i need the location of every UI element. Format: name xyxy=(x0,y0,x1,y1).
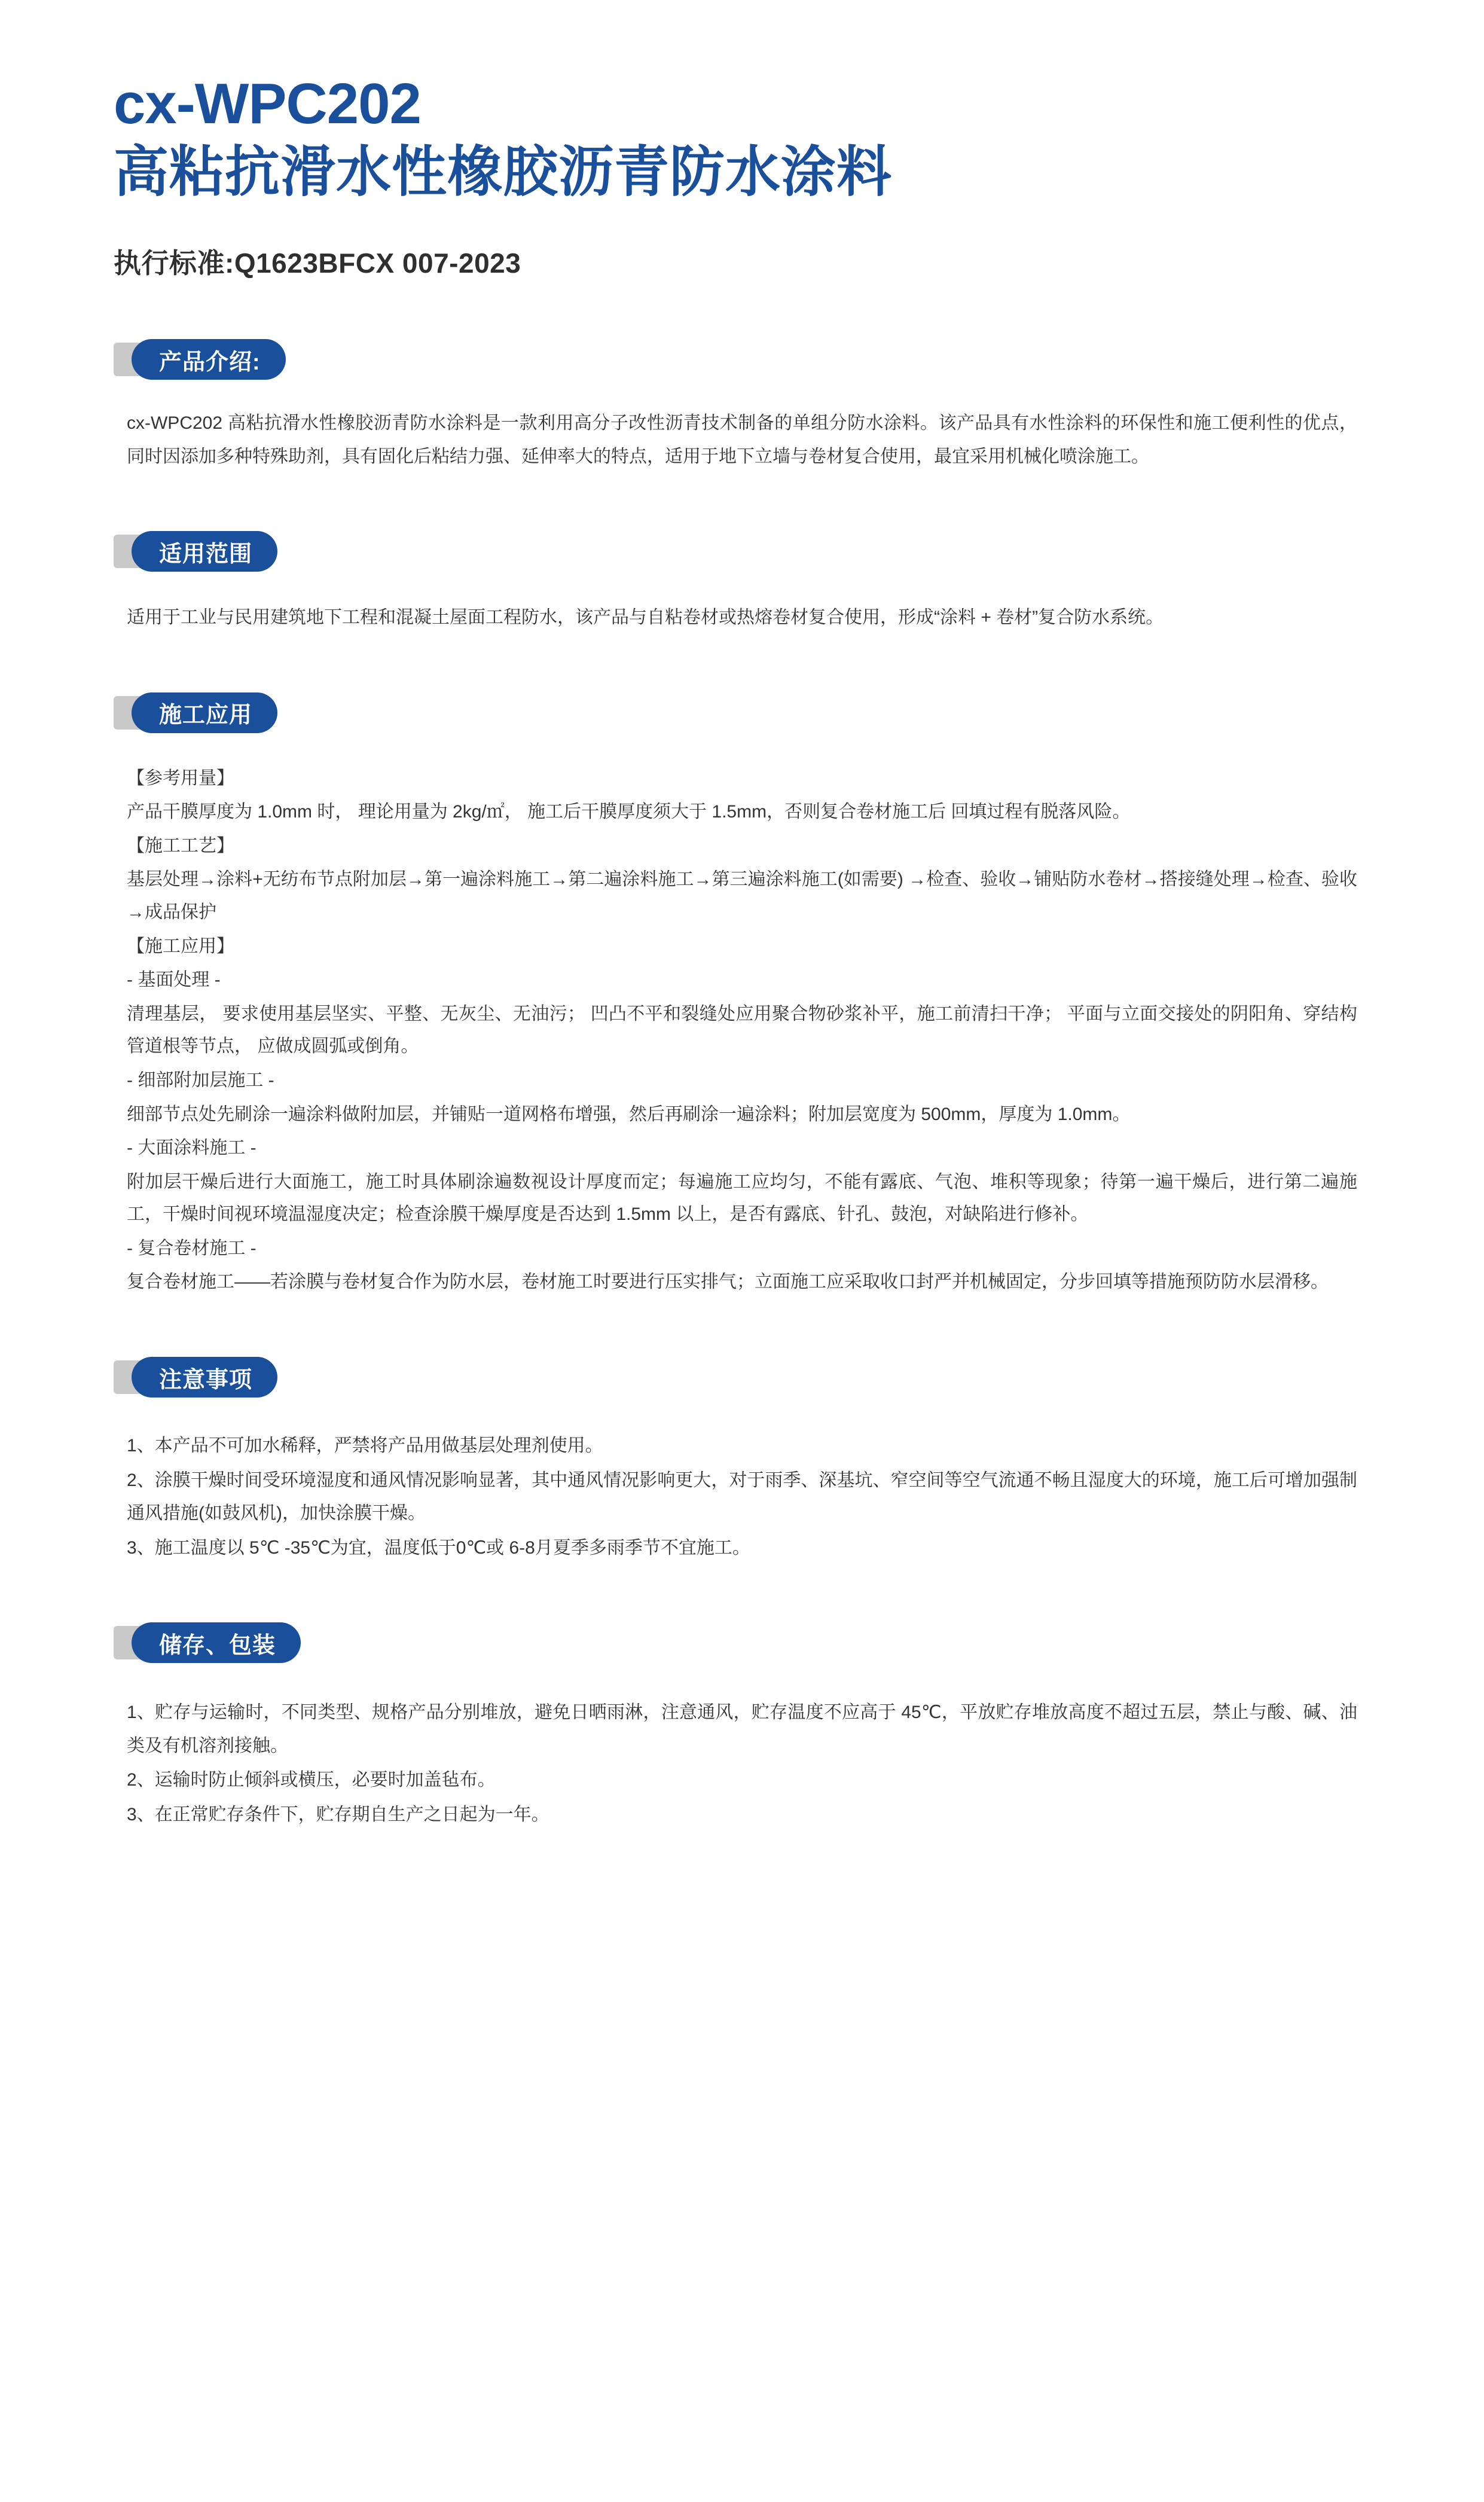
section-body-product-intro xyxy=(114,407,1370,473)
section-body-construction xyxy=(114,762,1370,1299)
list-item: 1、贮存与运输时，不同类型、规格产品分别堆放，避免日晒雨淋，注意通风，贮存温度不应高于 45℃，平放贮存堆放高度不超过五层，禁止与酸、碱、油类及有机溶剂接触。 xyxy=(127,1702,1357,1756)
paragraph: 适用于工业与民用建筑地下工程和混凝土屋面工程防水，该产品与自粘卷材或热熔卷材复合使用，形成“涂料 + 卷材”复合防水系统。 xyxy=(127,608,1164,628)
subsection-label: 【施工工艺】 xyxy=(127,835,234,856)
subsection-label: - 复合卷材施工 - xyxy=(127,1238,257,1258)
paragraph: 细部节点处先刷涂一遍涂料做附加层，并铺贴一道网格布增强，然后再刷涂一遍涂料；附加层宽度为 500mm，厚度为 1.0mm。 xyxy=(127,1104,1131,1124)
heading-pill xyxy=(132,1357,277,1398)
section-title-text: 储存、包装 xyxy=(159,1633,276,1658)
section-title-text: 注意事项 xyxy=(159,1367,253,1393)
paragraph: 产品干膜厚度为 1.0mm 时， 理论用量为 2kg/㎡， 施工后干膜厚度须大于 1.5mm，否则复合卷材施工后 回填过程有脱落风险。 xyxy=(127,802,1131,822)
page-title: 高粘抗滑水性橡胶沥青防水涂料 xyxy=(114,141,893,203)
section-title-text: 适用范围 xyxy=(159,541,253,567)
section-title-text: 施工应用 xyxy=(159,703,253,728)
list-item: 2、运输时防止倾斜或横压，必要时加盖毡布。 xyxy=(127,1770,496,1790)
section-body-notice xyxy=(114,1429,1370,1564)
list-item: 1、本产品不可加水稀释，严禁将产品用做基层处理剂使用。 xyxy=(127,1436,603,1456)
subsection-label: - 基面处理 - xyxy=(127,970,221,990)
subsection-label: - 细部附加层施工 - xyxy=(127,1070,274,1090)
section-title-text: 产品介绍: xyxy=(159,349,261,375)
list-item: 2、涂膜干燥时间受环境湿度和通风情况影响显著，其中通风情况影响更大，对于雨季、深基坑、窄空间等空气流通不畅且湿度大的环境，施工后可增加强制通风措施(如鼓风机)，加快涂膜干燥。 xyxy=(127,1470,1357,1524)
subsection-label: - 大面涂料施工 - xyxy=(127,1138,257,1158)
subsection-label: 【参考用量】 xyxy=(127,768,234,788)
section-body-storage xyxy=(114,1696,1370,1831)
section-product-intro xyxy=(114,338,1370,473)
execution-standard: 执行标准:Q1623BFCX 007-2023 xyxy=(114,248,521,279)
list-item: 3、在正常贮存条件下，贮存期自生产之日起为一年。 xyxy=(127,1804,549,1824)
section-heading-notice xyxy=(114,1356,1370,1398)
subsection-label: 【施工应用】 xyxy=(127,936,234,956)
heading-pill xyxy=(132,692,277,733)
paragraph: 复合卷材施工——若涂膜与卷材复合作为防水层，卷材施工时要进行压实排气；立面施工应采取收口封严并机械固定，分步回填等措施预防防水层滑移。 xyxy=(127,1272,1329,1292)
product-code: cx-WPC202 xyxy=(114,72,421,136)
section-heading-scope xyxy=(114,530,1370,572)
section-notice xyxy=(114,1356,1370,1564)
section-scope xyxy=(114,530,1370,634)
section-heading-construction xyxy=(114,692,1370,734)
heading-pill xyxy=(132,339,286,380)
paragraph: cx-WPC202 高粘抗滑水性橡胶沥青防水涂料是一款利用高分子改性沥青技术制备的单组分防水涂料。该产品具有水性涂料的环保性和施工便利性的优点，同时因添加多种特殊助剂，具有固化后粘结力强、延伸率大的特点，适用于地下立墙与卷材复合使用，最宜采用机械化喷涂施工。 xyxy=(127,413,1357,466)
heading-pill xyxy=(132,531,277,572)
paragraph: 基层处理→涂料+无纺布节点附加层→第一遍涂料施工→第二遍涂料施工→第三遍涂料施工(如需要) →检查、验收→铺贴防水卷材→搭接缝处理→检查、验收→成品保护 xyxy=(127,869,1357,922)
paragraph: 清理基层， 要求使用基层坚实、平整、无灰尘、无油污； 凹凸不平和裂缝处应用聚合物砂浆补平，施工前清扫干净； 平面与立面交接处的阴阳角、穿结构管道根等节点， 应做成圆弧或倒角。 xyxy=(127,1003,1357,1057)
section-heading-product-intro xyxy=(114,338,1370,380)
paragraph: 附加层干燥后进行大面施工，施工时具体刷涂遍数视设计厚度而定；每遍施工应均匀，不能有露底、气泡、堆积等现象；待第一遍干燥后，进行第二遍施工，干燥时间视环境温湿度决定；检查涂膜干燥厚度是否达到 1.5mm 以上，是否有露底、针孔、鼓泡，对缺陷进行修补。 xyxy=(127,1171,1357,1225)
section-construction xyxy=(114,692,1370,1299)
heading-pill xyxy=(132,1622,301,1663)
section-storage-packaging xyxy=(114,1622,1370,1831)
section-body-scope xyxy=(114,601,1370,634)
section-heading-storage xyxy=(114,1622,1370,1664)
list-item: 3、施工温度以 5℃ -35℃为宜，温度低于0℃或 6-8月夏季多雨季节不宜施工。 xyxy=(127,1537,750,1558)
document-header xyxy=(114,72,1370,281)
